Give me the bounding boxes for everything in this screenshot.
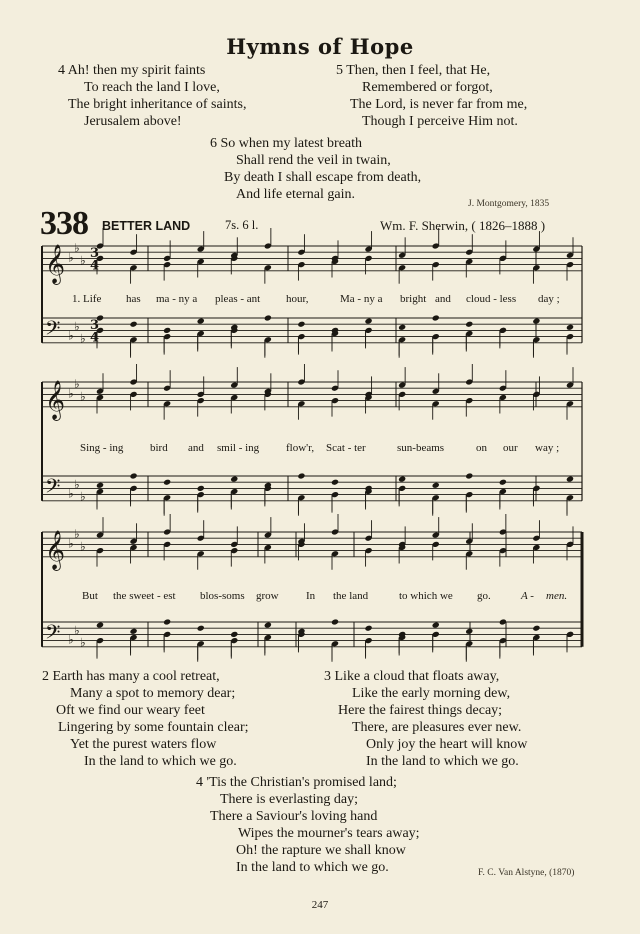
flat-icon: ♭	[68, 486, 74, 501]
notehead	[365, 318, 373, 325]
lyrics-line-1: 1. Life has ma - ny a pleas - ant hour, Ma - ny a bright and cloud - less day ;	[72, 293, 560, 305]
notehead	[566, 476, 574, 483]
time-signature: 4	[90, 258, 100, 274]
flat-icon: ♭	[74, 623, 80, 638]
flat-icon: ♭	[74, 241, 80, 256]
treble-clef-icon: 𝄞	[45, 243, 66, 284]
flat-icon: ♭	[80, 389, 86, 404]
notehead	[432, 314, 440, 321]
hymn-author: F. C. Van Alstyne, (1870)	[478, 868, 575, 878]
notehead	[264, 314, 272, 321]
flat-icon: ♭	[80, 331, 86, 346]
treble-clef-icon: 𝄞	[45, 379, 66, 420]
flat-icon: ♭	[68, 250, 74, 265]
time-signature: 3	[90, 246, 100, 261]
notehead	[398, 324, 406, 331]
flat-icon: ♭	[80, 635, 86, 650]
notehead	[163, 327, 171, 334]
bass-clef-icon: 𝄢	[45, 474, 61, 503]
notehead	[532, 318, 540, 325]
time-signature: 4	[90, 330, 100, 346]
notehead	[163, 618, 171, 625]
flat-icon: ♭	[80, 253, 86, 268]
notehead	[432, 622, 440, 629]
notehead	[163, 479, 171, 486]
notehead	[230, 631, 238, 638]
lyrics-line-2: Sing - ing bird and smil - ing flow'r, Scat - ter sun-beams on our way ;	[80, 442, 560, 454]
notehead	[130, 321, 138, 328]
flat-icon: ♭	[68, 386, 74, 401]
notehead	[96, 622, 104, 629]
notehead	[230, 476, 238, 483]
bass-clef-icon: 𝄢	[45, 620, 61, 649]
notehead	[465, 321, 473, 328]
flat-icon: ♭	[74, 377, 80, 392]
treble-clef-icon: 𝄞	[45, 529, 66, 570]
time-signature: 3	[90, 318, 100, 333]
bass-clef-icon: 𝄢	[45, 316, 61, 345]
notehead	[499, 479, 507, 486]
flat-icon: ♭	[74, 527, 80, 542]
page-header: Hymns of Hope	[226, 34, 414, 59]
notehead	[130, 628, 138, 635]
flat-icon: ♭	[68, 328, 74, 343]
flat-icon: ♭	[68, 536, 74, 551]
lyrics-line-3: But the sweet - est blos-soms grow In the land to which we go. A - men.	[82, 590, 568, 602]
notehead	[197, 318, 205, 325]
previous-author: J. Montgomery, 1835	[468, 199, 550, 209]
stanza-2: 2 Earth has many a cool retreat, Many a spot to memory dear; Oft we find our weary feet Lingering by some fountain clear; Yet the purest waters flow In the land to which we go.	[42, 669, 249, 769]
notehead	[264, 622, 272, 629]
notehead	[465, 628, 473, 635]
notehead	[398, 476, 406, 483]
notehead	[566, 324, 574, 331]
stanza-3: 3 Like a cloud that floats away, Like the early morning dew, Here the fairest things decay; There, are pleasures ever new. Only joy the heart will know In the land to which we go.	[324, 669, 528, 769]
stanza-4-previous: 4 Ah! then my spirit faints To reach the land I love, The bright inheritance of saints, Jerusalem above!	[58, 63, 247, 129]
notehead	[532, 625, 540, 632]
flat-icon: ♭	[80, 489, 86, 504]
tune-name: BETTER LAND	[102, 219, 191, 233]
notehead	[331, 479, 339, 486]
flat-icon: ♭	[74, 319, 80, 334]
meter: 7s. 6 l.	[225, 218, 259, 232]
stanza-6-previous: 6 So when my latest breath Shall rend the veil in twain, By death I shall escape from death, And life eternal gain.	[210, 136, 422, 202]
notehead	[297, 472, 305, 479]
stanza-5-previous: 5 Then, then I feel, that He, Remembered or forgot, The Lord, is never far from me, Though I perceive Him not.	[336, 63, 528, 129]
flat-icon: ♭	[80, 539, 86, 554]
notehead	[96, 482, 104, 489]
flat-icon: ♭	[74, 477, 80, 492]
notehead	[297, 321, 305, 328]
notehead	[331, 618, 339, 625]
page-number: 247	[311, 899, 329, 911]
notehead	[197, 625, 205, 632]
hymn-number: 338	[40, 205, 88, 242]
flat-icon: ♭	[68, 632, 74, 647]
notehead	[197, 485, 205, 492]
notehead	[465, 472, 473, 479]
notehead	[432, 482, 440, 489]
composer: Wm. F. Sherwin, ( 1826–1888 )	[380, 218, 546, 233]
notehead	[365, 625, 373, 632]
notehead	[130, 472, 138, 479]
stanza-4: 4 'Tis the Christian's promised land; There is everlasting day; There a Saviour's loving hand Wipes the mourner's tears away; Oh! the rapture we shall know In the land to which we go.	[196, 775, 420, 875]
